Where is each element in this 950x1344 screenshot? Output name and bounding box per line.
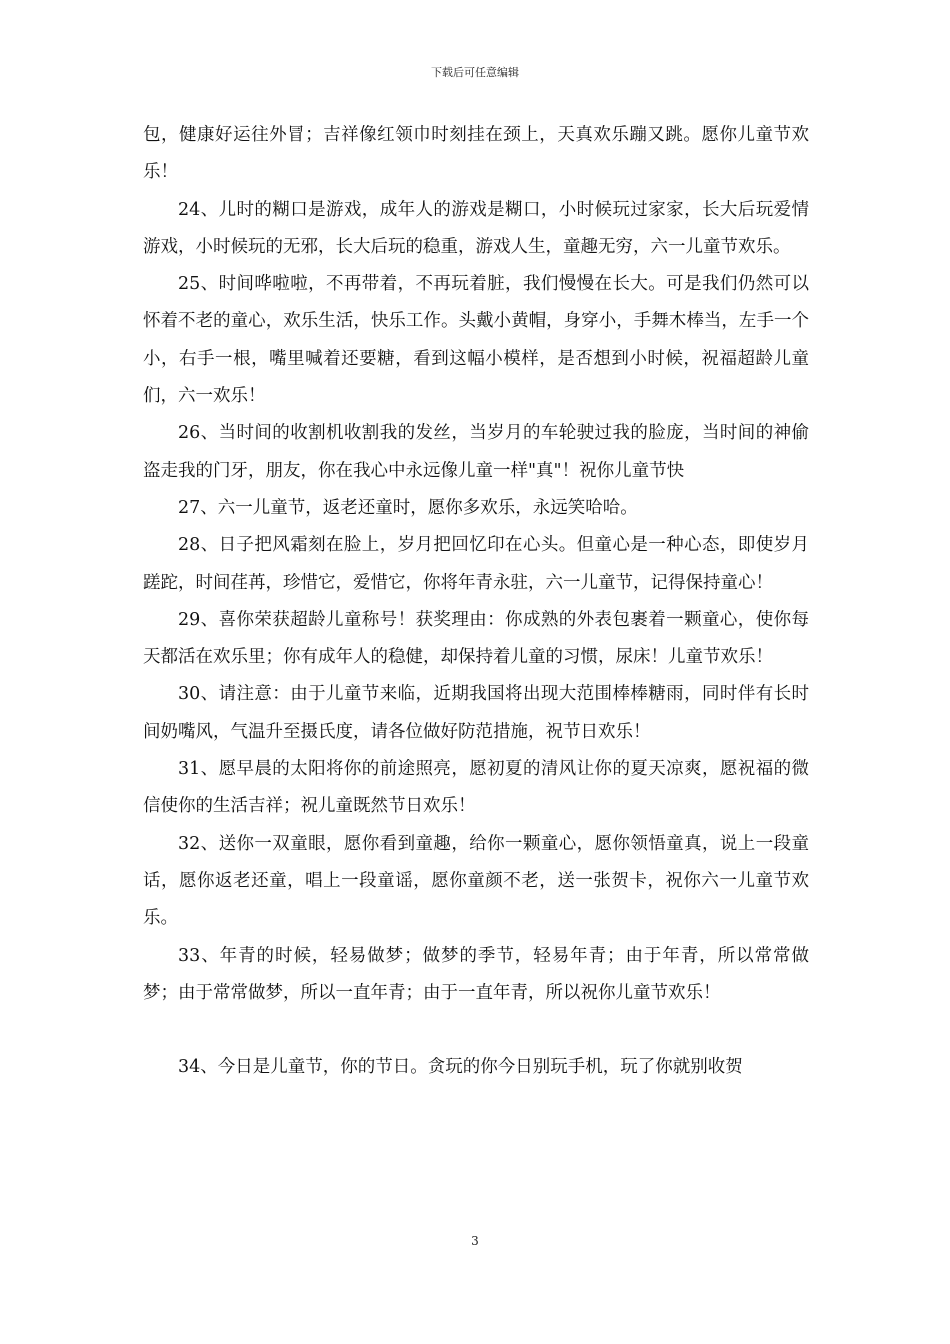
paragraph-26: 26、当时间的收割机收割我的发丝，当岁月的车轮驶过我的脸庞，当时间的神偷盗走我的门牙，朋友，你在我心中永远像儿童一样"真"！祝你儿童节快 [143,423,809,481]
paragraph-29: 29、喜你荣获超龄儿童称号！获奖理由：你成熟的外表包裹着一颗童心，使你每天都活在欢乐里；你有成年人的稳健，却保持着儿童的习惯，尿床！儿童节欢乐！ [143,609,809,668]
page-number: 3 [471,1234,479,1248]
paragraph-continuation: 包，健康好运往外冒；吉祥像红领巾时刻挂在颈上，天真欢乐蹦又跳。愿你儿童节欢乐！ [143,125,809,183]
paragraph-31: 31、愿早晨的太阳将你的前途照亮，愿初夏的清风让你的夏天凉爽，愿祝福的微信使你的生活吉祥；祝儿童既然节日欢乐！ [143,759,809,817]
document-body [143,117,809,1086]
paragraph-27: 27、六一儿童节，返老还童时，愿你多欢乐，永远笑哈哈。 [178,497,638,518]
paragraph-33: 33、年青的时候，轻易做梦；做梦的季节，轻易年青；由于年青，所以常常做梦；由于常常做梦，所以一直年青；由于一直年青，所以祝你儿童节欢乐！ [143,945,809,1003]
paragraph-32: 32、送你一双童眼，愿你看到童趣，给你一颗童心，愿你领悟童真，说上一段童话，愿你返老还童，唱上一段童谣，愿你童颜不老，送一张贺卡，祝你六一儿童节欢乐。 [143,833,809,929]
paragraph-30: 30、请注意：由于儿童节来临，近期我国将出现大范围棒棒糖雨，同时伴有长时间奶嘴风，气温升至摄氏度，请各位做好防范措施，祝节日欢乐！ [143,684,809,742]
page-header: 下载后可任意编辑 [431,66,519,79]
paragraph-25: 25、时间哗啦啦，不再带着，不再玩着脏，我们慢慢在长大。可是我们仍然可以怀着不老的童心，欢乐生活，快乐工作。头戴小黄帽，身穿小，手舞木棒当，左手一个小，右手一根，嘴里喊着还要糖，看到这幅小模样，是否想到小时候，祝福超龄儿童们，六一欢乐！ [143,274,809,407]
paragraph-34: 34、今日是儿童节，你的节日。贪玩的你今日别玩手机，玩了你就别收贺 [178,1057,743,1078]
paragraph-28: 28、日子把风霜刻在脸上，岁月把回忆印在心头。但童心是一种心态，即使岁月蹉跎，时间荏苒，珍惜它，爱惜它，你将年青永驻，六一儿童节，记得保持童心！ [143,535,809,593]
paragraph-24: 24、儿时的糊口是游戏，成年人的游戏是糊口，小时候玩过家家，长大后玩爱情游戏，小时候玩的无邪，长大后玩的稳重，游戏人生，童趣无穷，六一儿童节欢乐。 [143,199,809,257]
